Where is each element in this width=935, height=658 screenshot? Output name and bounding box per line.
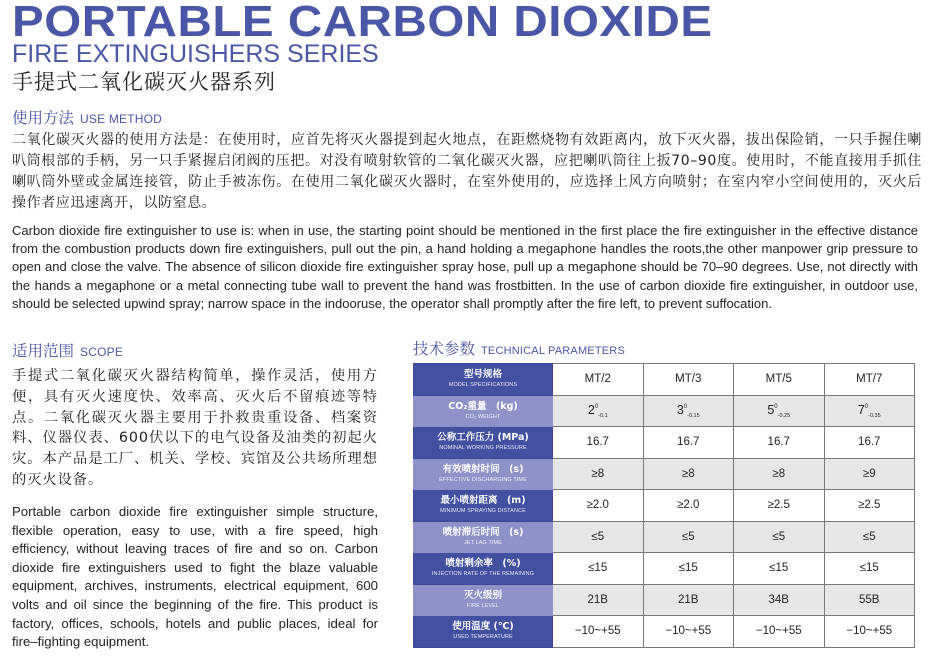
row-label (414, 521, 553, 553)
use-method-heading-cn: 使用方法 (12, 109, 75, 127)
table-cell (553, 395, 644, 427)
use-method-text-cn: 二氧化碳灭火器的使用方法是：在使用时，应首先将灭火器提到起火地点，在距燃烧物有效距离内，放下灭火器，拔出保险销，一只手握住喇叭筒根部的手柄，另一只手紧握启闭阀的压把。对没有喷射软管的二氧化碳灭火器，应把喇叭筒往上扳70–90度。使用时，不能直接用手抓住喇叭筒外壁或金属连接管，防止手被冻伤。在使用二氧化碳灭火器时，在室外使用的，应选择上风方向喷射；在室内窄小空间使用的，灭火后操作者应迅速离开，以防窒息。 (12, 132, 922, 211)
row-label-en: USED TEMPERATURE (453, 634, 513, 641)
row-label-en: NOMINAL WORKING PRESSURE (439, 445, 527, 452)
cell-tolerance-upper: 0 (683, 403, 688, 410)
table-cell: ≤5 (553, 521, 644, 553)
cell-base: 5 (767, 402, 775, 417)
table-row (414, 427, 915, 459)
scope-heading-cn: 适用范围 (12, 342, 75, 360)
table-cell: ≤5 (643, 521, 734, 553)
technical-parameters-table (413, 363, 915, 648)
technical-heading-en: TECHNICAL PARAMETERS (481, 345, 625, 357)
row-label-cn: 喷射滞后时间 (s) (442, 526, 524, 538)
cell-tolerance-lower: -0.35 (868, 412, 881, 419)
table-row (414, 616, 915, 648)
row-label-cn: CO₂重量 (kg) (448, 400, 518, 412)
row-label (414, 395, 553, 427)
table-cell: MT/3 (643, 364, 734, 396)
table-cell: MT/2 (553, 364, 644, 396)
table-cell: ≥8 (643, 458, 734, 490)
row-label (414, 458, 553, 490)
cell-base: 7 (857, 402, 865, 417)
row-label-cn: 公称工作压力 (MPa) (437, 432, 529, 444)
table-row (414, 584, 915, 616)
scope-text-en: Portable carbon dioxide fire extinguisher simple structure, flexible operation, easy to use, with a fire speed, high efficiency, without leaving traces of fire and so on. Carbon dioxide fire extinguishers used to fight the blaze valuable equipment, archives, instruments, electrical equipment, 600 volts and oil since the beginning of the fire. This product is factory, offices, schools, hotels and public places, ideal for fire–fighting equipment. (12, 504, 378, 650)
use-method-heading (12, 108, 162, 129)
table-cell (734, 395, 825, 427)
technical-heading-cn: 技术参数 (413, 340, 476, 358)
table-cell: ≥2.0 (643, 490, 734, 522)
table-cell: 16.7 (734, 427, 825, 459)
row-label (414, 553, 553, 585)
table-row (414, 364, 915, 396)
use-method-text-en: Carbon dioxide fire extinguisher to use is: when in use, the starting point should be mentioned in the first place the fire extinguisher in the effective distance from the combustion products down fire extinguishers, pull out the pin, a hand holding a megaphone handles the roots,the other manpower grip pressure to open and close the valve. The absence of silicon dioxide fire extinguisher spray hose, pull up a megaphone should be 70–90 degrees. Use, not directly with the hands a megaphone or a metal connecting tube wall to prevent the hand was frostbitten. In the use of carbon dioxide fire extinguisher, in outdoor use, should be selected upwind spray; narrow space in the indooruse, the operator shall promptly after the fire left, to prevent suffocation. (12, 223, 918, 311)
row-label (414, 364, 553, 396)
table-cell (824, 395, 915, 427)
cell-base: 2 (587, 402, 595, 417)
row-label-cn: 喷射剩余率 (%) (445, 558, 521, 570)
table-cell: −10~+55 (643, 616, 734, 648)
table-cell: ≤15 (643, 553, 734, 585)
table-cell: ≤15 (553, 553, 644, 585)
table-cell: 34B (734, 584, 825, 616)
cell-tolerance-upper: 0 (594, 403, 599, 410)
cell-tolerance-lower: -0.1 (598, 412, 608, 419)
technical-parameters-body (414, 364, 915, 648)
row-label-en: CO₂ WEIGHT (465, 413, 501, 420)
table-cell: ≤15 (824, 553, 915, 585)
table-row (414, 553, 915, 585)
table-cell: MT/7 (824, 364, 915, 396)
table-row (414, 395, 915, 427)
table-cell: ≥2.5 (734, 490, 825, 522)
page-title: PORTABLE CARBON DIOXIDE (12, 0, 713, 46)
table-cell: 21B (643, 584, 734, 616)
technical-parameters-heading (413, 339, 625, 361)
row-label (414, 490, 553, 522)
table-cell: ≥2.0 (553, 490, 644, 522)
row-label-cn: 灭火级别 (463, 589, 502, 601)
cell-tolerance-lower: -0.15 (687, 412, 700, 419)
table-cell: ≥8 (553, 458, 644, 490)
cell-tolerance-lower: -0.25 (777, 412, 791, 419)
table-cell: ≥2.5 (824, 490, 915, 522)
table-cell: MT/5 (734, 364, 825, 396)
page-title-chinese: 手提式二氧化碳灭火器系列 (12, 70, 276, 94)
table-cell (643, 395, 734, 427)
table-cell: ≤15 (734, 553, 825, 585)
cell-tolerance-upper: 0 (864, 403, 869, 410)
table-cell: −10~+55 (824, 616, 915, 648)
scope-heading-en: SCOPE (80, 345, 124, 359)
row-label-en: MODEL SPECIFICATIONS (448, 382, 518, 389)
table-cell: ≤5 (734, 521, 825, 553)
page-subtitle: FIRE EXTINGUISHERS SERIES (12, 40, 379, 68)
cell-tolerance-upper: 0 (774, 403, 778, 410)
cell-base: 3 (676, 402, 684, 417)
table-cell: 16.7 (553, 427, 644, 459)
scope-text-cn: 手提式二氧化碳灭火器结构简单，操作灵活，使用方便，具有灭火速度快、效率高、灭火后不留痕迹等特点。二氧化碳灭火器主要用于扑救贵重设备、档案资料、仪器仪表、600伏以下的电气设备及油类的初起火灾。本产品是工厂、机关、学校、宾馆及公共场所理想的灭火设备。 (12, 368, 378, 488)
row-label-en: MINIMUM SPRAYING DISTANCE (440, 508, 526, 515)
table-cell: 55B (824, 584, 915, 616)
table-cell: ≤5 (824, 521, 915, 553)
table-cell: −10~+55 (553, 616, 644, 648)
row-label-en: EFFECTIVE DISCHARGING TIME (439, 476, 527, 483)
row-label-cn: 最小喷射距离 (m) (440, 495, 526, 507)
table-row (414, 521, 915, 553)
row-label-en: INJECTION RATE OF THE REMAINING (431, 571, 535, 578)
table-row (414, 490, 915, 522)
row-label-cn: 使用温度 (℃) (452, 621, 514, 633)
table-cell: ≥9 (824, 458, 915, 490)
table-cell: ≥8 (734, 458, 825, 490)
table-cell: 21B (553, 584, 644, 616)
row-label-cn: 有效喷射时间 (s) (442, 463, 524, 475)
row-label-cn: 型号规格 (463, 369, 502, 381)
row-label-en: JET LAG TIME (464, 539, 502, 546)
table-row (414, 458, 915, 490)
table-cell: 16.7 (824, 427, 915, 459)
row-label (414, 616, 553, 648)
row-label (414, 584, 553, 616)
row-label-en: FIRE LEVEL (466, 602, 500, 609)
table-cell: 16.7 (643, 427, 734, 459)
row-label (414, 427, 553, 459)
scope-heading (12, 341, 123, 362)
use-method-heading-en: USE METHOD (80, 112, 163, 126)
table-cell: −10~+55 (734, 616, 825, 648)
